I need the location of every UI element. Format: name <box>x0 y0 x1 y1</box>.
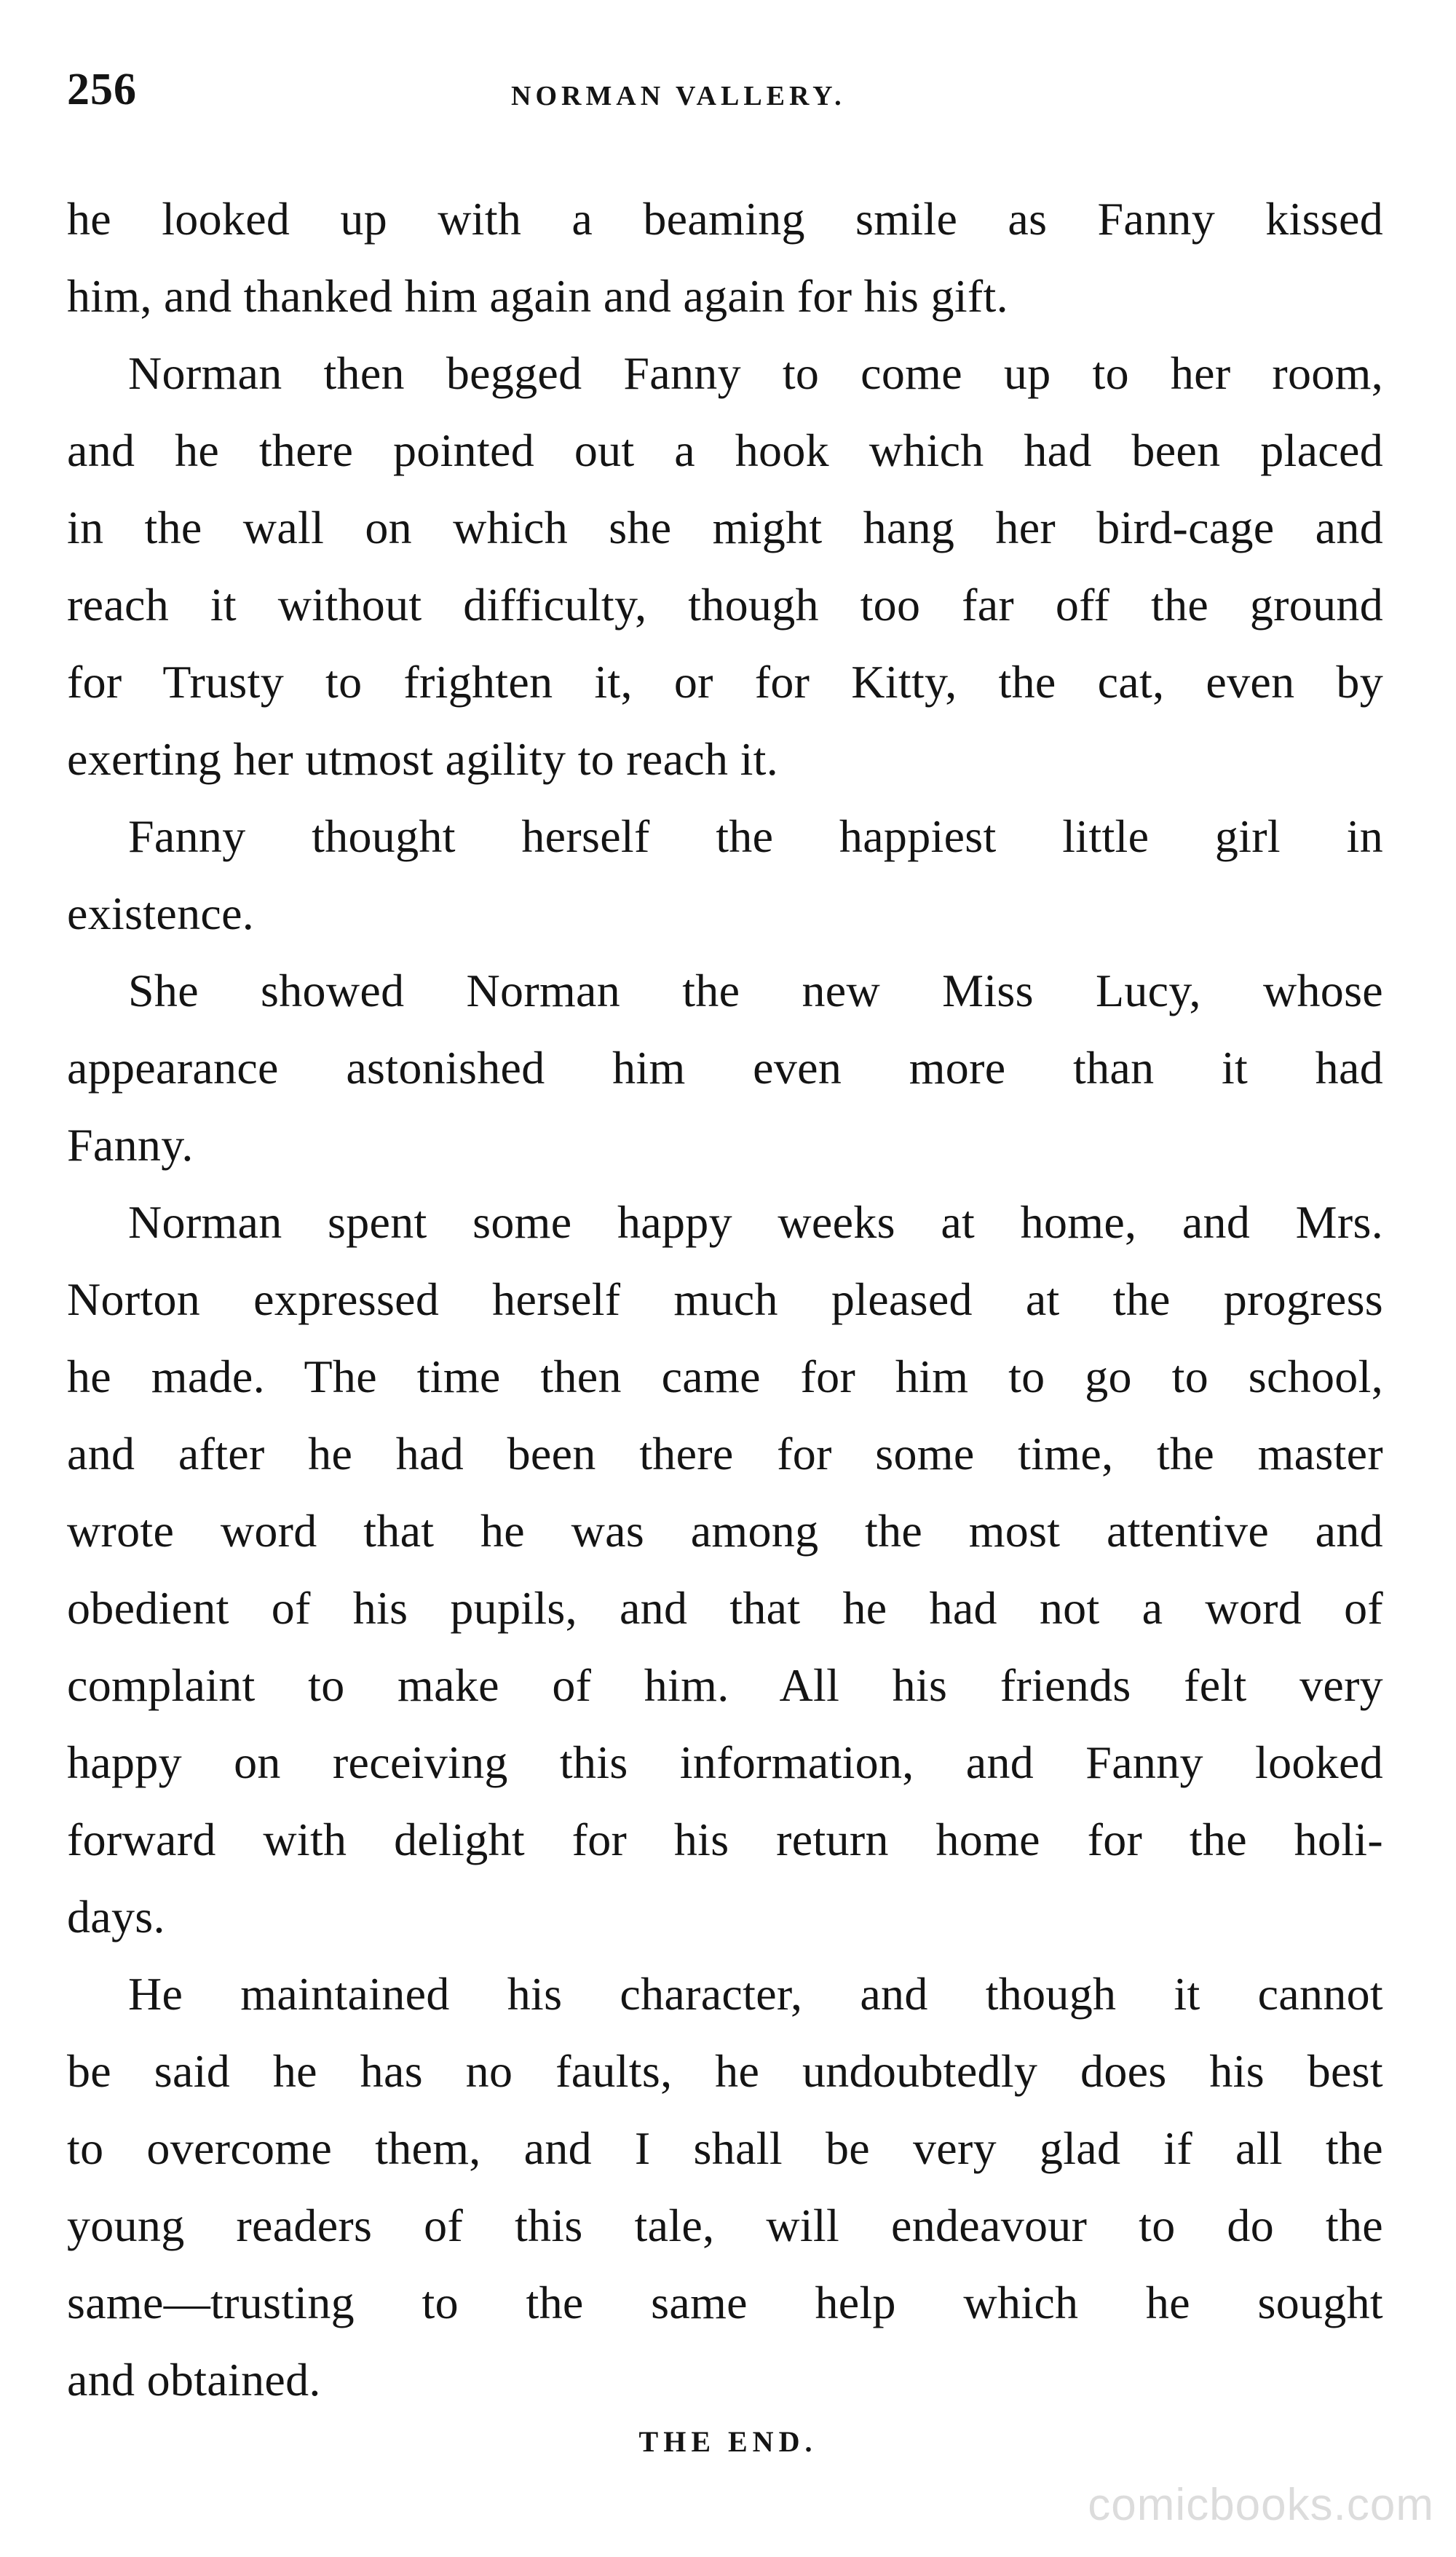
the-end-label: THE END. <box>638 2425 818 2458</box>
body-text <box>67 181 1383 2419</box>
text-line: he looked up with a beaming smile as Fanny kissed <box>67 193 1383 245</box>
text-line: reach it without difficulty, though too far off the ground <box>67 579 1383 631</box>
running-title: NORMAN VALLERY. <box>511 81 846 111</box>
text-line: complaint to make of him. All his friends felt very <box>67 1659 1383 1711</box>
text-line: be said he has no faults, he undoubtedly does his best <box>67 2045 1383 2097</box>
text-line: She showed Norman the new Miss Lucy, whose <box>128 965 1383 1016</box>
text-line: obedient of his pupils, and that he had not a word of <box>67 1582 1383 1634</box>
text-line: Norman spent some happy weeks at home, and Mrs. <box>128 1196 1383 1248</box>
text-line: to overcome them, and I shall be very glad if all the <box>67 2122 1383 2174</box>
page-header <box>67 64 1383 130</box>
text-line: him, and thanked him again and again for his gift. <box>67 270 1008 322</box>
text-line: for Trusty to frighten it, or for Kitty, the cat, even by <box>67 656 1383 708</box>
text-line: and he there pointed out a hook which had been placed <box>67 424 1383 476</box>
text-line: and after he had been there for some time, the master <box>67 1428 1383 1479</box>
watermark: comicbooks.com <box>1088 2480 1434 2530</box>
text-line: exerting her utmost agility to reach it. <box>67 733 779 785</box>
text-line: forward with delight for his return home for the holi- <box>67 1814 1383 1865</box>
text-line: he made. The time then came for him to go to school, <box>67 1351 1383 1402</box>
text-line: wrote word that he was among the most attentive and <box>67 1505 1383 1557</box>
text-line: in the wall on which she might hang her bird-cage and <box>67 502 1383 553</box>
text-line: Fanny. <box>67 1119 194 1171</box>
text-line: days. <box>67 1891 165 1943</box>
text-line: Norton expressed herself much pleased at the progress <box>67 1273 1383 1325</box>
text-line: appearance astonished him even more than it had <box>67 1042 1383 1094</box>
text-line: same—trusting to the same help which he sought <box>67 2277 1383 2328</box>
text-line: and obtained. <box>67 2354 321 2406</box>
text-line: existence. <box>67 888 255 939</box>
page-number: 256 <box>67 65 137 114</box>
text-line: Norman then begged Fanny to come up to her room, <box>128 347 1383 399</box>
text-line: young readers of this tale, will endeavour to do the <box>67 2200 1383 2251</box>
text-line: He maintained his character, and though it cannot <box>128 1968 1383 2020</box>
text-line: happy on receiving this information, and Fanny looked <box>67 1736 1383 1788</box>
text-line: Fanny thought herself the happiest little girl in <box>128 810 1383 862</box>
